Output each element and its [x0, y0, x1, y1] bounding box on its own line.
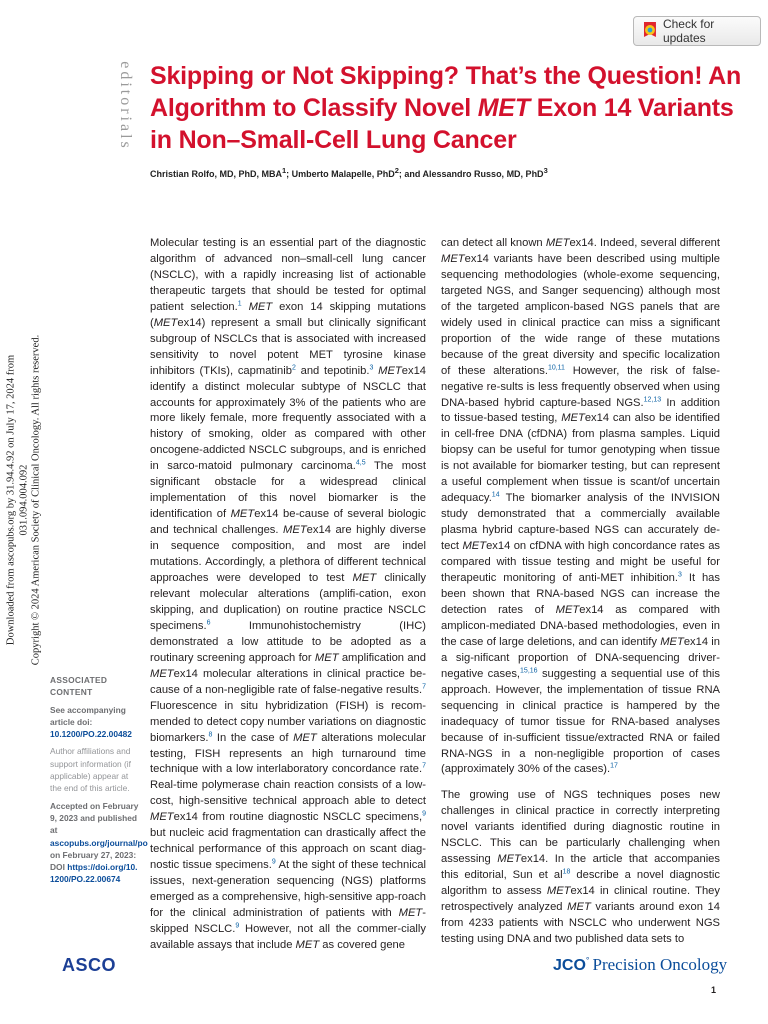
body-column-right [441, 236, 720, 948]
publication-info: Accepted on February 9, 2023 and published at ascopubs.org/journal/po on February 27, 2023: DOI https://doi.org/10.1200/PO.22.00674 [50, 800, 148, 885]
associated-content-heading: ASSOCIATED CONTENT [50, 675, 108, 698]
reference-link[interactable]: 14 [491, 491, 500, 499]
reference-link[interactable]: 1 [237, 300, 242, 308]
reference-link[interactable]: 10,11 [547, 363, 565, 371]
reference-link[interactable]: 17 [610, 762, 618, 770]
download-notice-line-1: Downloaded from ascopubs.org by 31.94.4.92 on July 17, 2024 from 031.094.004.092 [5, 354, 29, 646]
reference-link[interactable]: 3 [369, 363, 374, 371]
reference-link[interactable]: 9 [271, 858, 276, 866]
body-paragraph: Molecular testing is an essential part of the diagnostic algorithm of advanced non–small-cell lung cancer (NSCLC), with a rapidly increasing list of actionable therapeutic targets that should be tested for optimal patient selection.$^1$ MET exon 14 skipping mutations (METex14) represent a small but clinically significant subgroup of NSCLCs that is associated with increased sensitivity to novel potent MET tyrosine kinase inhibitors (TKIs), capmatinib$^2$ and tepotinib.$^3$ METex14 identify a distinct molecular subtype of NSCLC that accounts for approximately 3% of the patients who are more likely female, more frequently associated with a history of smoking, older as compared with other oncogene-addicted NSCLC subgroups, and is enriched in sarco-matoid pulmonary carcinoma.$^{4,5}$ The most significant obstacle for a widespread clinical implementation of this novel biomarker is the identification of METex14 be-cause of several biologic and technical challenges. METex14 are highly diverse in sequence composition, and most are indel mutations. Accordingly, a plethora of different technical approaches were developed to test MET clinically relevant molecular alterations (amplifi-cation, exon skipping, and duplication) on routine practice NSCLC specimens.$^6$ Immunohistochemistry (IHC) demonstrated a low attitude to be adopted as a routinary screening approach for MET amplification and METex14 molecular alterations in clinical practice be-cause of a non-negligible rate of false-negative results.$^7$ Fluorescence in situ hybridization (FISH) is recom-mended to detect copy number variations on diagnostic biomarkers.$^8$ In the case of MET alterations molecular testing, FISH represents an high turnaround time technique with a low interlaboratory concordance rate.$^7$ Real-time polymerase chain reaction consists of a low-cost, high-sensitive technical approach able to detect METex14 from routine diagnostic NSCLC specimens,$^9$ but nucleic acid fragmentation can drastically affect the technical performance of this approach on scant diag-nostic tissue specimens.$^9$ At the sight of these technical issues, next-generation sequencing (NGS) platforms emerged as a comprehensive, high-sensitive app-roach for the clinical administration of patients with MET-skipped NSCLC.$^9$ However, not all the commer-cially available assays that include MET as covered gene [150, 237, 427, 951]
reference-link[interactable]: 18 [562, 868, 571, 876]
asco-logo: ASCO [62, 955, 117, 975]
reference-link[interactable]: 12,13 [643, 395, 662, 403]
page-number: 1 [711, 985, 717, 995]
check-for-updates-button[interactable] [633, 16, 761, 46]
reference-link[interactable]: 9 [235, 922, 240, 930]
download-notice [4, 330, 44, 670]
body-paragraph: can detect all known METex14. Indeed, several different METex14 variants have been described using multiple sequencing methodologies (whole-exome sequencing, targeted NGS, and Sanger sequencing) although most of the targeted amplicon-based NGS panels that are widely used in clinical practice can miss a significant proportion of the wide range of these mutations because of the great diversity and specific localization of these alterations.$^{10,11}$ However, the risk of false-negative re-sults is less frequently observed when using DNA-based hybrid capture-based NGS.$^{12,13}$ In addition to tissue-based testing, METex14 can also be identified in cell-free DNA (cfDNA) from plasma samples. Liquid biopsy can be useful for tumor genotyping when tissue is not available for biomarker testing, but can represent a useful complement when tissue is scant/of uncertain adequacy.$^{14}$ The biomarker analysis of the INVISION study demonstrated that a commercially available plasma hybrid capture-based NGS can accurately de-tect METex14 on cfDNA with high concordance rates as compared with tissue testing and might be useful for therapeutic monitoring of anti-MET inhibition.$^3$ It has been shown that RNA-based NGS can increase the detection rates of METex14 as compared with amplicon-mediated DNA-based methodologies, even in the case of large deletions, and can identify METex14 in a sig-nificant proportion of DNA-sequencing driver-negative cases,$^{15,16}$ suggesting a sequential use of this approach. However, the implementation of tissue RNA sequencing in clinical practice is hampered by the inadequacy of tumor tissue for RNA-based analyses because of in-sufficient tissue/extracted RNA or failed RNA-NGS in a non-negligible proportion of cases (approximately 30% of the cases).$^{17}$ [441, 237, 721, 776]
article-sidebar [50, 674, 148, 891]
accompanying-doi-link[interactable]: 10.1200/PO.22.00482 [50, 729, 132, 740]
author-list: Christian Rolfo, MD, PhD, MBA$^1$; Umberto Malapelle, PhD$^2$; and Alessandro Russo, MD, PhD$^3$ [150, 166, 548, 179]
check-for-updates-label: Check for updates [662, 17, 715, 45]
article-title: Skipping or Not Skipping? That’s the Question! An Algorithm to Classify Novel MET Exon 14 Variants in Non–Small-Cell Lung Cancer [150, 62, 742, 154]
download-notice-line-2: Copyright © 2024 American Society of Clinical Oncology. All rights reserved. [30, 334, 42, 666]
reference-link[interactable]: 9 [422, 810, 426, 818]
author-affiliations-note: Author affiliations and support information (if applicable) appear at the end of this article. [50, 746, 131, 794]
reference-link[interactable]: 7 [422, 762, 426, 770]
body-paragraph: The growing use of NGS techniques poses new challenges in clinical practice in correctly interpreting novel variants identified during diagnostic routine in NSCLC. This can be particularly challenging when assessing METex14. In the article that accompanies this editorial, Sun et $al^{18}$ describe a novel diagnostic algorithm to assess METex14 in clinical routine. They retrospectively analyzed MET variants around exon 14 from 4233 patients with NSCLC who underwent NGS testing using DNA and two published data sets to [441, 789, 721, 945]
accompanying-article-note: See accompanying article doi: 10.1200/PO.22.00482 [50, 704, 132, 740]
journal-logo: JCO° Precision Oncology [553, 955, 728, 974]
journal-link[interactable]: ascopubs.org/journal/po [50, 837, 148, 848]
reference-link[interactable]: 8 [208, 730, 213, 738]
reference-link[interactable]: 4,5 [355, 459, 366, 467]
reference-link[interactable]: 2 [291, 363, 296, 371]
section-label: editorials [117, 61, 134, 151]
body-column-left [150, 236, 426, 954]
doi-link[interactable]: https://doi.org/10.1200/PO.22.00674 [50, 862, 138, 885]
reference-link[interactable]: 3 [678, 571, 682, 579]
crossmark-icon [642, 21, 658, 41]
reference-link[interactable]: 15,16 [520, 667, 538, 674]
reference-link[interactable]: 6 [206, 619, 211, 627]
reference-link[interactable]: 7 [422, 682, 426, 690]
